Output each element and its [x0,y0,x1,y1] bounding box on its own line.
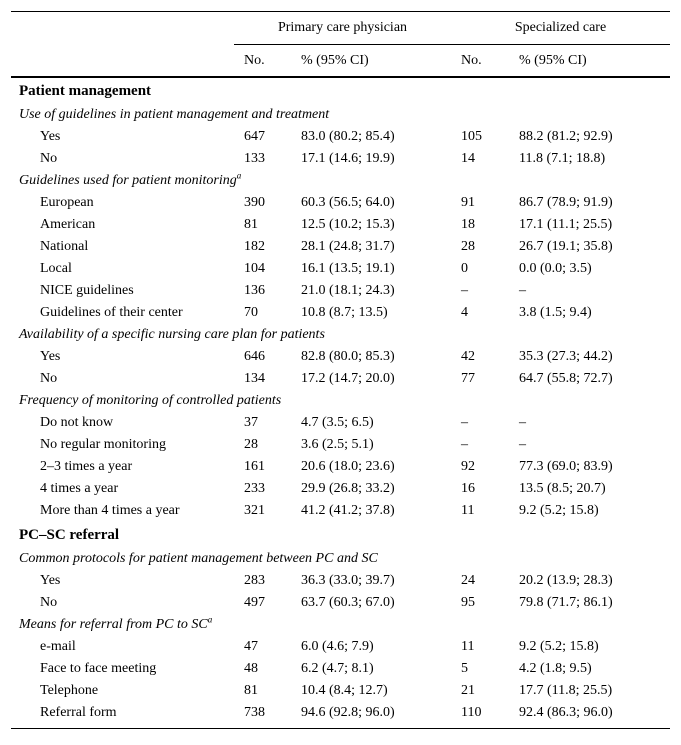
pc-percent: 10.4 (8.4; 12.7) [301,683,388,698]
pc-percent: 3.6 (2.5; 5.1) [301,437,374,452]
pc-count: 81 [244,217,258,232]
row-label: 2–3 times a year [40,459,133,474]
section-title: PC–SC referral [19,526,120,543]
sc-percent: 35.3 (27.3; 44.2) [519,349,613,364]
sc-percent: 17.7 (11.8; 25.5) [519,683,613,698]
pc-percent: 21.0 (18.1; 24.3) [301,283,395,298]
subsection-title: Use of guidelines in patient management and treatment [19,107,330,122]
pc-count: 47 [244,639,258,654]
pc-count: 646 [244,349,265,364]
sc-count: 110 [461,705,482,720]
row-label: American [40,217,96,232]
pc-count: 321 [244,503,265,518]
pc-count: 134 [244,371,265,386]
sc-count: 11 [461,503,475,518]
sc-percent: 13.5 (8.5; 20.7) [519,481,606,496]
sc-count: 14 [461,151,475,166]
row-label: Face to face meeting [40,661,157,676]
pc-percent: 6.2 (4.7; 8.1) [301,661,374,676]
sc-percent: 9.2 (5.2; 15.8) [519,639,599,654]
group-header-row [11,12,670,45]
row-label: Local [40,261,72,276]
subsection-header-row [11,390,670,412]
pc-count: 283 [244,573,265,588]
row-label: e-mail [40,639,76,654]
pc-percent: 17.2 (14.7; 20.0) [301,371,395,386]
pc-count: 37 [244,415,258,430]
sc-percent: 4.2 (1.8; 9.5) [519,661,592,676]
row-label: More than 4 times a year [40,503,180,518]
subsection-title-cell [11,104,670,126]
pc-percent: 63.7 (60.3; 67.0) [301,595,395,610]
subsection-title: Means for referral from PC to SC [19,617,208,632]
sc-count: 18 [461,217,475,232]
sc-count: – [461,283,468,298]
header-blank [11,12,234,45]
subsection-title: Availability of a specific nursing care plan for patients [19,327,325,342]
sc-count: 11 [461,639,475,654]
sc-percent: – [519,283,526,298]
subsection-title: Frequency of monitoring of controlled patients [19,393,282,408]
col-header-sc-no: No. [451,45,519,78]
sc-count: 42 [461,349,475,364]
table-row [11,680,670,702]
column-header-row [11,45,670,78]
pc-count: 133 [244,151,265,166]
pc-count: 81 [244,683,258,698]
table-row [11,636,670,658]
section-header-row [11,77,670,104]
table-row [11,236,670,258]
subsection-title-cell [11,324,670,346]
pc-percent: 6.0 (4.6; 7.9) [301,639,374,654]
section-header-row [11,522,670,548]
table-row [11,258,670,280]
sc-count: 16 [461,481,475,496]
pc-count: 738 [244,705,265,720]
table-row [11,592,670,614]
pc-percent: 16.1 (13.5; 19.1) [301,261,395,276]
table-row [11,368,670,390]
row-label: Telephone [40,683,99,698]
row-label: Do not know [40,415,114,430]
table-row [11,456,670,478]
table-row [11,148,670,170]
sc-percent: – [519,415,526,430]
subsection-title-cell [11,170,670,192]
table-row [11,658,670,680]
pc-count: 390 [244,195,265,210]
subsection-title-cell [11,390,670,412]
pc-percent: 12.5 (10.2; 15.3) [301,217,395,232]
sc-percent: 11.8 (7.1; 18.8) [519,151,606,166]
col-header-pc-no: No. [234,45,301,78]
row-label: No [40,595,58,610]
table-row [11,434,670,456]
sc-percent: 20.2 (13.9; 28.3) [519,573,613,588]
pc-percent: 28.1 (24.8; 31.7) [301,239,395,254]
table-row [11,412,670,434]
row-label: Yes [40,349,61,364]
subsection-header-row [11,104,670,126]
row-label: No [40,371,58,386]
table-bottom-spacer [11,724,670,729]
sc-percent: 79.8 (71.7; 86.1) [519,595,613,610]
table-row [11,500,670,522]
group-header-primary-care: Primary care physician [234,12,451,45]
sc-percent: 9.2 (5.2; 15.8) [519,503,599,518]
pc-count: 233 [244,481,265,496]
sc-count: 28 [461,239,475,254]
pc-percent: 41.2 (41.2; 37.8) [301,503,395,518]
sc-count: 92 [461,459,475,474]
table-row [11,192,670,214]
sc-count: 5 [461,661,468,676]
sc-count: 21 [461,683,475,698]
pc-percent: 29.9 (26.8; 33.2) [301,481,395,496]
sc-count: – [461,437,468,452]
row-label: National [40,239,89,254]
row-label: Referral form [40,705,117,720]
row-label: No [40,151,58,166]
table-row [11,478,670,500]
sc-percent: 77.3 (69.0; 83.9) [519,459,613,474]
pc-percent: 20.6 (18.0; 23.6) [301,459,395,474]
sc-percent: 86.7 (78.9; 91.9) [519,195,613,210]
sc-percent: 0.0 (0.0; 3.5) [519,261,592,276]
subsection-header-row [11,548,670,570]
sc-percent: 88.2 (81.2; 92.9) [519,129,613,144]
sc-count: 4 [461,305,468,320]
section-title: Patient management [19,82,152,99]
col-header-pc-pct: % (95% CI) [301,45,451,78]
sc-count: 77 [461,371,475,386]
pc-count: 28 [244,437,258,452]
subsection-title: Guidelines used for patient monitoring [19,173,237,188]
pc-count: 497 [244,595,265,610]
spacer-cell [11,724,670,729]
sc-count: 0 [461,261,468,276]
group-header-specialized-care: Specialized care [451,12,670,45]
sc-percent: 64.7 (55.8; 72.7) [519,371,613,386]
pc-percent: 94.6 (92.8; 96.0) [301,705,395,720]
table-row [11,702,670,724]
table-row [11,302,670,324]
sc-percent: 3.8 (1.5; 9.4) [519,305,592,320]
subsection-title-cell [11,548,670,570]
sc-percent: 92.4 (86.3; 96.0) [519,705,613,720]
table-row [11,280,670,302]
pc-percent: 83.0 (80.2; 85.4) [301,129,395,144]
pc-count: 48 [244,661,258,676]
subsection-header-row [11,324,670,346]
sc-percent: – [519,437,526,452]
row-label: Yes [40,573,61,588]
pc-percent: 10.8 (8.7; 13.5) [301,305,388,320]
footnote-marker: a [207,614,213,625]
sc-count: 105 [461,129,482,144]
pc-count: 647 [244,129,265,144]
table-row [11,214,670,236]
pc-count: 70 [244,305,258,320]
pc-count: 161 [244,459,265,474]
col-header-sc-pct: % (95% CI) [519,45,670,78]
pc-percent: 36.3 (33.0; 39.7) [301,573,395,588]
table-body [11,77,670,729]
footnote-marker: a [236,170,242,181]
pc-percent: 60.3 (56.5; 64.0) [301,195,395,210]
header-blank [11,45,234,78]
pc-count: 182 [244,239,265,254]
pc-count: 104 [244,261,265,276]
pc-percent: 82.8 (80.0; 85.3) [301,349,395,364]
sc-percent: 17.1 (11.1; 25.5) [519,217,613,232]
row-label: 4 times a year [40,481,119,496]
sc-count: 24 [461,573,475,588]
row-label: Yes [40,129,61,144]
results-table [11,11,670,729]
row-label: NICE guidelines [40,283,134,298]
sc-count: – [461,415,468,430]
subsection-header-row [11,614,670,636]
sc-percent: 26.7 (19.1; 35.8) [519,239,613,254]
subsection-title-cell [11,614,670,636]
pc-percent: 4.7 (3.5; 6.5) [301,415,374,430]
pc-percent: 17.1 (14.6; 19.9) [301,151,395,166]
sc-count: 91 [461,195,475,210]
table-row [11,346,670,368]
subsection-title: Common protocols for patient management between PC and SC [19,551,378,566]
row-label: European [40,195,94,210]
sc-count: 95 [461,595,475,610]
row-label: Guidelines of their center [40,305,183,320]
pc-count: 136 [244,283,265,298]
table-row [11,126,670,148]
subsection-header-row [11,170,670,192]
table-row [11,570,670,592]
row-label: No regular monitoring [40,437,166,452]
